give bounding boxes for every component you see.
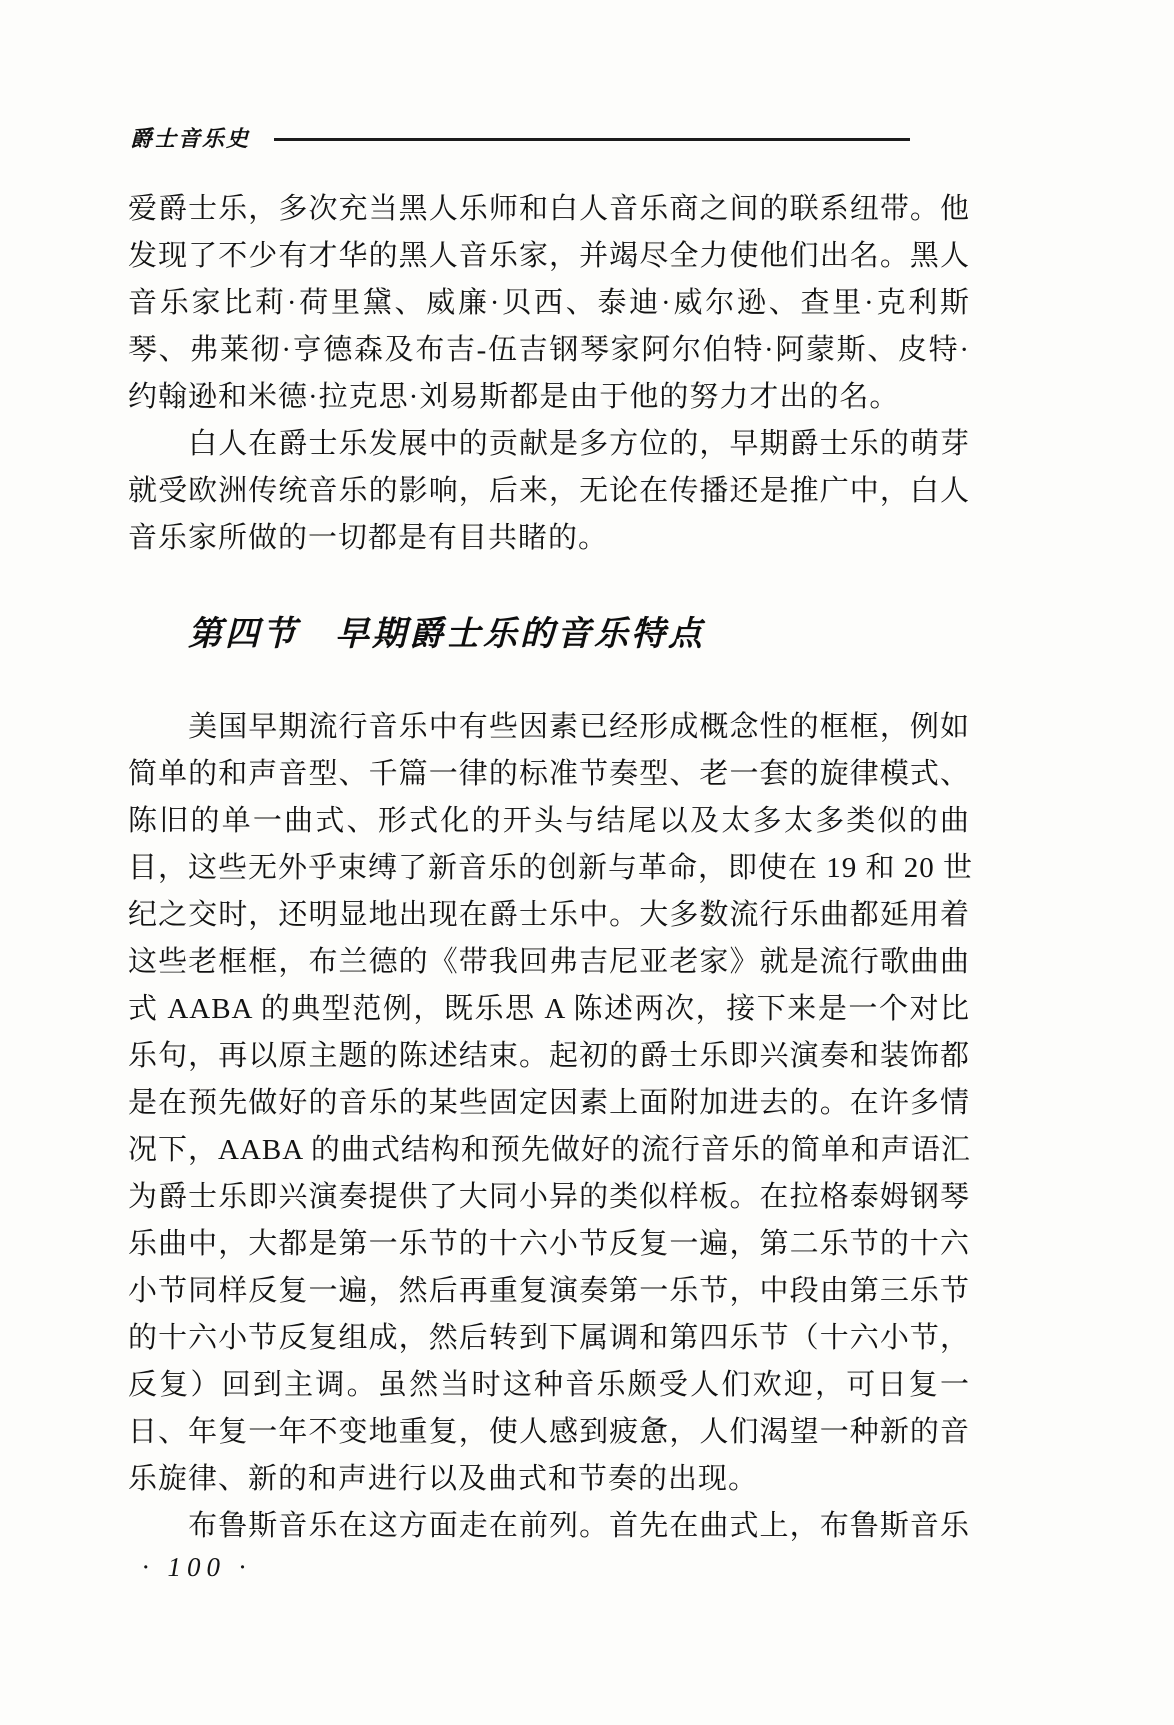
text-line: 白人在爵士乐发展中的贡献是多方位的，早期爵士乐的萌芽: [128, 428, 970, 460]
text-line: 布鲁斯音乐在这方面走在前列。首先在曲式上，布鲁斯音乐: [128, 1510, 970, 1542]
text-line: 音乐家所做的一切都是有目共睹的。: [128, 522, 609, 554]
text-line: 日、年复一年不变地重复，使人感到疲惫，人们渴望一种新的音: [128, 1416, 970, 1448]
section-number: 第四节: [188, 615, 299, 653]
text-line: 琴、弗莱彻·亨德森及布吉-伍吉钢琴家阿尔伯特·阿蒙斯、皮特·: [128, 334, 970, 366]
paragraph-block-a: [128, 186, 970, 562]
text-line: 就受欧洲传统音乐的影响，后来，无论在传播还是推广中，白人: [128, 475, 970, 507]
header-rule: [274, 138, 910, 141]
text-line: 乐句，再以原主题的陈述结束。起初的爵士乐即兴演奏和装饰都: [128, 1040, 970, 1072]
text-line: 音乐家比莉·荷里黛、威廉·贝西、泰迪·威尔逊、查里·克利斯: [128, 287, 970, 319]
text-line: 简单的和声音型、千篇一律的标准节奏型、老一套的旋律模式、: [128, 758, 970, 790]
text-line: 乐旋律、新的和声进行以及曲式和节奏的出现。: [128, 1463, 759, 1495]
text-line: 乐曲中，大都是第一乐节的十六小节反复一遍，第二乐节的十六: [128, 1228, 970, 1260]
text-line: 约翰逊和米德·拉克思·刘易斯都是由于他的努力才出的名。: [128, 381, 900, 413]
paragraph-block-b: [128, 704, 974, 1550]
text-line: 的十六小节反复组成，然后转到下属调和第四乐节（十六小节，: [128, 1322, 970, 1354]
text-line: 美国早期流行音乐中有些因素已经形成概念性的框框，例如: [128, 711, 970, 743]
section-heading: [188, 606, 705, 655]
text-line: 纪之交时，还明显地出现在爵士乐中。大多数流行乐曲都延用着: [128, 899, 970, 931]
text-line: 发现了不少有才华的黑人音乐家，并竭尽全力使他们出名。黑人: [128, 240, 970, 272]
page-number: · 100 ·: [142, 1552, 252, 1582]
text-line: 这些老框框，布兰德的《带我回弗吉尼亚老家》就是流行歌曲曲: [128, 946, 970, 978]
text-line: 目，这些无外乎束缚了新音乐的创新与革命，即使在 19 和 20 世: [128, 852, 974, 884]
text-line: 式 AABA 的典型范例，既乐思 A 陈述两次，接下来是一个对比: [128, 993, 970, 1025]
running-header: [130, 122, 910, 153]
text-line: 爱爵士乐，多次充当黑人乐师和白人音乐商之间的联系纽带。他: [128, 193, 970, 225]
book-title: 爵士音乐史: [130, 126, 251, 151]
text-line: 是在预先做好的音乐的某些固定因素上面附加进去的。在许多情: [128, 1087, 970, 1119]
text-line: 陈旧的单一曲式、形式化的开头与结尾以及太多太多类似的曲: [128, 805, 970, 837]
section-title: 早期爵士乐的音乐特点: [335, 615, 705, 653]
text-line: 为爵士乐即兴演奏提供了大同小异的类似样板。在拉格泰姆钢琴: [128, 1181, 970, 1213]
text-line: 小节同样反复一遍，然后再重复演奏第一乐节，中段由第三乐节: [128, 1275, 970, 1307]
text-line: 况下，AABA 的曲式结构和预先做好的流行音乐的简单和声语汇: [128, 1134, 971, 1166]
text-line: 反复）回到主调。虽然当时这种音乐颇受人们欢迎，可日复一: [128, 1369, 970, 1401]
